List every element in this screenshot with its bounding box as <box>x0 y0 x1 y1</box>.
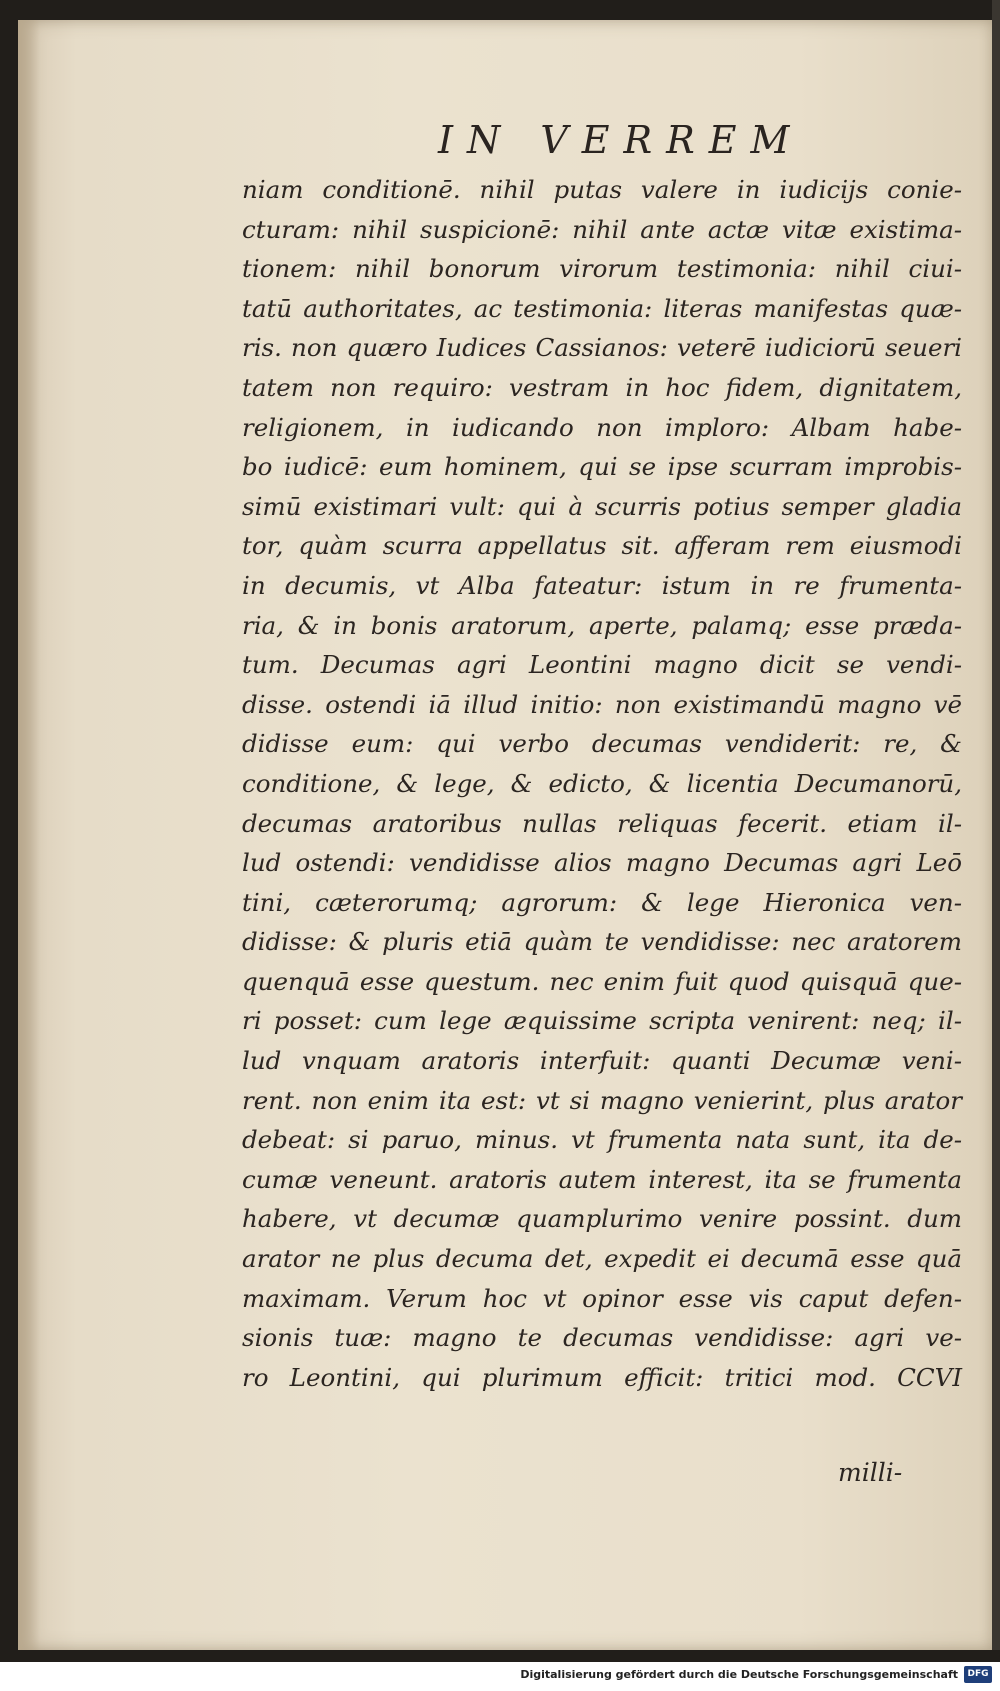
text-line: tatū authoritates, ac testimonia: literas manifestas quæ- <box>242 293 962 323</box>
text-line: didisse eum: qui verbo decumas vendiderit: re, & <box>242 729 962 759</box>
text-line: tum. Decumas agri Leontini magno dicit se vendi- <box>242 650 962 680</box>
text-line: simū existimari vult: qui à scurris potius semper gladia <box>242 491 962 521</box>
text-line: tatem non requiro: vestram in hoc fidem, dignitatem, <box>242 372 962 402</box>
text-line: arator ne plus decuma det, expedit ei decumā esse quā <box>242 1244 962 1274</box>
text-line: didisse: & pluris etiā quàm te vendidisse: nec aratorem <box>242 927 962 957</box>
text-line: in decumis, vt Alba fateatur: istum in re frumenta- <box>242 570 962 600</box>
text-block <box>242 170 962 1397</box>
book-page <box>18 20 994 1650</box>
text-line: religionem, in iudicando non imploro: Albam habe- <box>242 412 962 442</box>
text-line: decumas aratoribus nullas reliquas fecerit. etiam il- <box>242 808 962 838</box>
text-line: bo iudicē: eum hominem, qui se ipse scurram improbis- <box>242 452 962 482</box>
text-line: cumæ veneunt. aratoris autem interest, ita se frumenta <box>242 1164 962 1194</box>
text-line: debeat: si paruo, minus. vt frumenta nata sunt, ita de- <box>242 1125 962 1155</box>
text-line: ris. non quæro Iudices Cassianos: veterē iudiciorū seueri <box>242 333 962 363</box>
text-line: sionis tuæ: magno te decumas vendidisse: agri ve- <box>242 1323 962 1353</box>
text-line: quenquā esse questum. nec enim fuit quod quisquā que- <box>242 966 962 996</box>
text-line: disse. ostendi iā illud initio: non existimandū magno vē <box>242 689 962 719</box>
text-line: ri posset: cum lege æquissime scripta venirent: neq; il- <box>242 1006 962 1036</box>
book-edge <box>992 0 1000 1650</box>
text-line: rent. non enim ita est: vt si magno venierint, plus arator <box>242 1085 962 1115</box>
text-line: ro Leontini, qui plurimum efficit: tritici mod. CCVI <box>242 1362 962 1392</box>
text-line: maximam. Verum hoc vt opinor esse vis caput defen- <box>242 1283 962 1313</box>
text-line: ria, & in bonis aratorum, aperte, palamq; esse prædа- <box>242 610 962 640</box>
dfg-logo-icon: DFG <box>964 1666 992 1683</box>
text-line: lud ostendi: vendidisse alios magno Decumas agri Leō <box>242 848 962 878</box>
text-line: cturam: nihil suspicionē: nihil ante actæ vitæ existima- <box>242 214 962 244</box>
catchword: milli- <box>838 1458 903 1487</box>
footer-credit: Digitalisierung gefördert durch die Deutsche Forschungsgemeinschaft <box>520 1668 958 1681</box>
footer-bar <box>0 1662 1000 1691</box>
running-head: IN VERREM <box>438 118 804 162</box>
text-line: conditione, & lege, & edicto, & licentia Decumanorū, <box>242 768 962 798</box>
text-line: tionem: nihil bonorum virorum testimonia: nihil ciui- <box>242 254 962 284</box>
text-line: niam conditionē. nihil putas valere in iudicijs conie- <box>242 175 962 204</box>
text-line: tor, quàm scurra appellatus sit. afferam rem eiusmodi <box>242 531 962 561</box>
text-line: lud vnquam aratoris interfuit: quanti Decumæ veni- <box>242 1046 962 1076</box>
text-line: habere, vt decumæ quamplurimo venire possint. dum <box>242 1204 962 1234</box>
text-line: tini, cæterorumq; agrorum: & lege Hieronica ven- <box>242 887 962 917</box>
